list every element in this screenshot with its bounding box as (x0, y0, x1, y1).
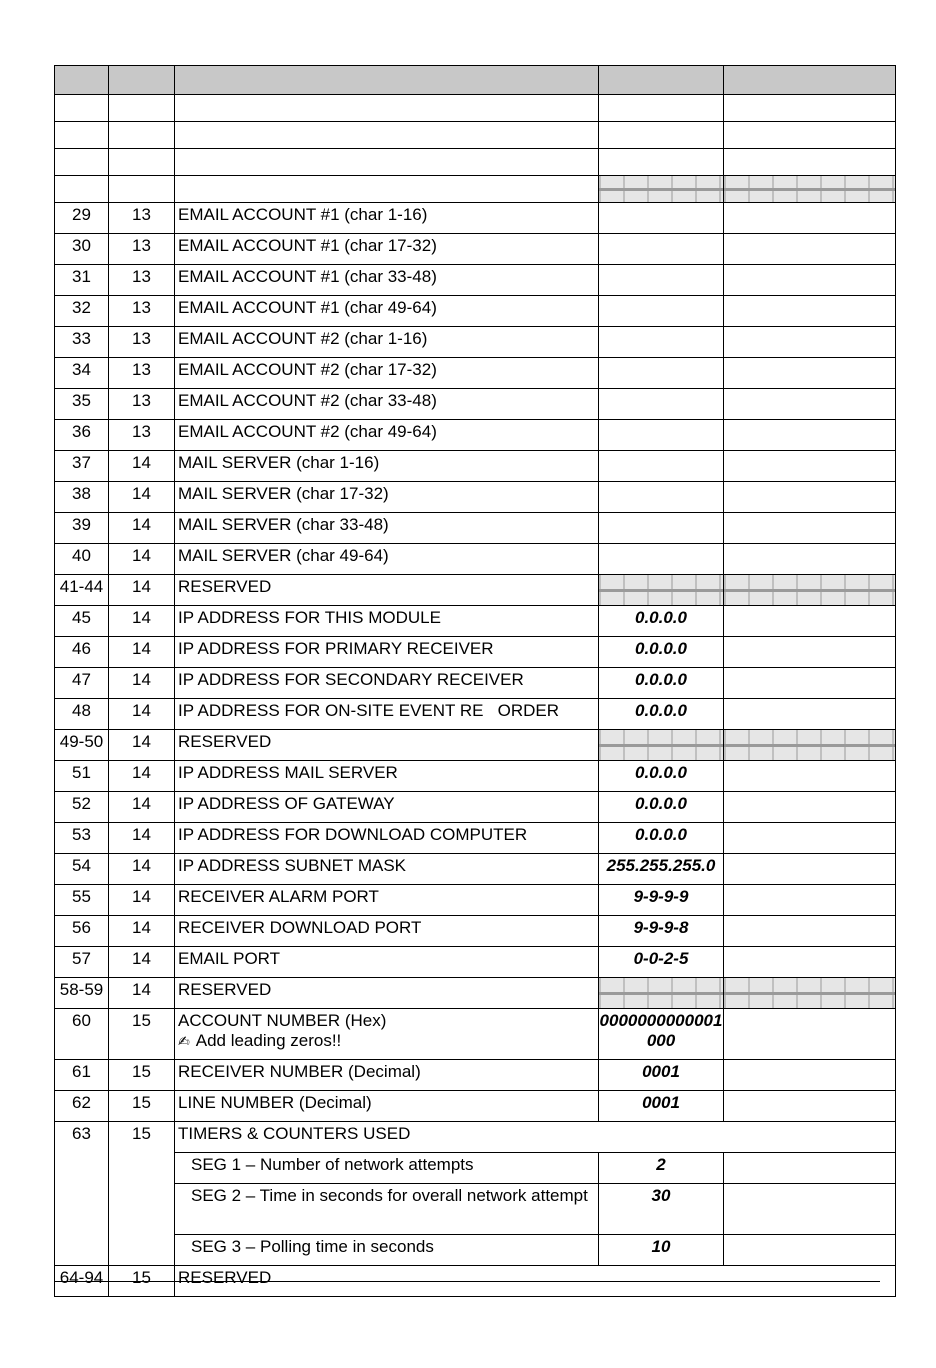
reserved-row (55, 730, 896, 761)
description-cell: IP ADDRESS FOR SECONDARY RECEIVER (175, 668, 599, 699)
section-cell: 14 (109, 513, 175, 544)
table-row (55, 544, 896, 575)
segment-default: 30 (599, 1184, 724, 1235)
entry-cell[interactable] (724, 792, 896, 823)
description-cell: EMAIL ACCOUNT #1 (char 49-64) (175, 296, 599, 327)
shaded-cell (599, 575, 724, 606)
description-cell (175, 1009, 599, 1060)
location-cell: 62 (55, 1091, 109, 1122)
entry-cell[interactable] (724, 761, 896, 792)
table-row (55, 451, 896, 482)
section-cell: 13 (109, 327, 175, 358)
entry-cell[interactable] (724, 885, 896, 916)
table-row (55, 389, 896, 420)
programming-table (54, 65, 896, 1297)
description-cell: EMAIL PORT (175, 947, 599, 978)
location-cell: 57 (55, 947, 109, 978)
location-cell: 36 (55, 420, 109, 451)
default-cell (599, 265, 724, 296)
table-row (55, 1009, 896, 1060)
section-cell: 15 (109, 1266, 175, 1297)
table-row (55, 885, 896, 916)
default-value: 0001 (599, 1060, 724, 1091)
section-cell: 13 (109, 389, 175, 420)
description-cell: MAIL SERVER (char 49-64) (175, 544, 599, 575)
location-cell: 47 (55, 668, 109, 699)
section-cell: 15 (109, 1009, 175, 1060)
location-cell: 55 (55, 885, 109, 916)
description-cell: IP ADDRESS FOR PRIMARY RECEIVER (175, 637, 599, 668)
shaded-cell (724, 176, 896, 203)
location-cell: 51 (55, 761, 109, 792)
blank-row (55, 122, 896, 149)
default-cell (599, 296, 724, 327)
description-cell: EMAIL ACCOUNT #2 (char 33-48) (175, 389, 599, 420)
segment-row (55, 1184, 896, 1235)
section-cell: 14 (109, 606, 175, 637)
shaded-cell (724, 730, 896, 761)
location-cell: 29 (55, 203, 109, 234)
note-text: Add leading zeros!! (195, 1031, 342, 1050)
entry-cell[interactable] (724, 327, 896, 358)
entry-cell[interactable] (724, 482, 896, 513)
description-cell: EMAIL ACCOUNT #2 (char 49-64) (175, 420, 599, 451)
default-value: 0001 (599, 1091, 724, 1122)
description-cell: TIMERS & COUNTERS USED (175, 1122, 896, 1153)
default-cell (599, 234, 724, 265)
entry-cell[interactable] (724, 1153, 896, 1184)
segment-description: SEG 3 – Polling time in seconds (175, 1235, 599, 1266)
table-row (55, 637, 896, 668)
table-row (55, 513, 896, 544)
table-row (55, 947, 896, 978)
table-row (55, 265, 896, 296)
section-cell: 14 (109, 792, 175, 823)
section-cell: 14 (109, 761, 175, 792)
entry-cell[interactable] (724, 1091, 896, 1122)
location-cell: 31 (55, 265, 109, 296)
shaded-cell (599, 978, 724, 1009)
entry-cell[interactable] (724, 1060, 896, 1091)
location-cell: 61 (55, 1060, 109, 1091)
default-cell (599, 451, 724, 482)
shaded-cell (724, 575, 896, 606)
location-cell: 41-44 (55, 575, 109, 606)
default-cell (599, 389, 724, 420)
default-value: 0.0.0.0 (599, 668, 724, 699)
description-cell: IP ADDRESS FOR DOWNLOAD COMPUTER (175, 823, 599, 854)
header-cell (175, 66, 599, 95)
location-cell: 56 (55, 916, 109, 947)
section-cell: 14 (109, 916, 175, 947)
description-cell: RESERVED (175, 1266, 896, 1297)
section-cell: 13 (109, 296, 175, 327)
table-row (55, 482, 896, 513)
section-cell: 14 (109, 947, 175, 978)
table-row (55, 792, 896, 823)
entry-cell[interactable] (724, 668, 896, 699)
location-cell: 35 (55, 389, 109, 420)
location-cell: 40 (55, 544, 109, 575)
section-cell: 14 (109, 637, 175, 668)
description-cell: IP ADDRESS FOR ON-SITE EVENT RE ORDER (175, 699, 599, 730)
default-value: 0-0-2-5 (599, 947, 724, 978)
table-row (55, 916, 896, 947)
table-row (55, 296, 896, 327)
entry-cell[interactable] (724, 203, 896, 234)
section-cell: 15 (109, 1060, 175, 1091)
description-cell: MAIL SERVER (char 17-32) (175, 482, 599, 513)
description-cell: IP ADDRESS OF GATEWAY (175, 792, 599, 823)
location-cell: 38 (55, 482, 109, 513)
blank-row (55, 149, 896, 176)
location-cell: 33 (55, 327, 109, 358)
footer-divider (54, 1281, 880, 1282)
entry-cell[interactable] (724, 1009, 896, 1060)
entry-cell[interactable] (724, 1184, 896, 1235)
table-row (55, 234, 896, 265)
entry-cell[interactable] (724, 513, 896, 544)
segment-row (55, 1235, 896, 1266)
description-cell: EMAIL ACCOUNT #1 (char 1-16) (175, 203, 599, 234)
section-cell: 14 (109, 544, 175, 575)
default-value: 0.0.0.0 (599, 606, 724, 637)
default-cell (599, 420, 724, 451)
location-cell: 37 (55, 451, 109, 482)
section-cell: 13 (109, 265, 175, 296)
segment-description: SEG 2 – Time in seconds for overall network attempt (175, 1184, 599, 1235)
default-value: 9-9-9-8 (599, 916, 724, 947)
reserved-row (55, 575, 896, 606)
section-cell: 15 (109, 1122, 175, 1266)
blank-row (55, 176, 896, 203)
description-cell: RECEIVER NUMBER (Decimal) (175, 1060, 599, 1091)
table-row (55, 1122, 896, 1153)
description-cell: RESERVED (175, 730, 599, 761)
default-value: 0.0.0.0 (599, 761, 724, 792)
description-cell: RESERVED (175, 978, 599, 1009)
location-cell: 64-94 (55, 1266, 109, 1297)
section-cell: 13 (109, 358, 175, 389)
section-cell: 14 (109, 885, 175, 916)
header-cell (55, 66, 109, 95)
default-value: 0.0.0.0 (599, 823, 724, 854)
section-cell: 14 (109, 451, 175, 482)
reserved-row (55, 978, 896, 1009)
default-value: 0.0.0.0 (599, 637, 724, 668)
section-cell: 14 (109, 482, 175, 513)
default-cell (599, 358, 724, 389)
default-cell (599, 482, 724, 513)
default-value: 0.0.0.0 (599, 792, 724, 823)
section-cell: 13 (109, 420, 175, 451)
section-cell: 14 (109, 575, 175, 606)
entry-cell[interactable] (724, 1235, 896, 1266)
table-row (55, 699, 896, 730)
entry-cell[interactable] (724, 947, 896, 978)
default-value: 0.0.0.0 (599, 699, 724, 730)
table-row (55, 668, 896, 699)
default-value: 0000000000001000 (599, 1009, 724, 1060)
description-cell: RECEIVER ALARM PORT (175, 885, 599, 916)
table-row (55, 420, 896, 451)
description-cell: RECEIVER DOWNLOAD PORT (175, 916, 599, 947)
entry-cell[interactable] (724, 823, 896, 854)
entry-cell[interactable] (724, 420, 896, 451)
table-row (55, 1091, 896, 1122)
default-value: 9-9-9-9 (599, 885, 724, 916)
note-line (178, 1031, 595, 1051)
description-cell: LINE NUMBER (Decimal) (175, 1091, 599, 1122)
location-cell: 54 (55, 854, 109, 885)
location-cell: 39 (55, 513, 109, 544)
shaded-cell (724, 978, 896, 1009)
table-row (55, 854, 896, 885)
location-cell: 34 (55, 358, 109, 389)
location-cell: 52 (55, 792, 109, 823)
header-cell (109, 66, 175, 95)
entry-cell[interactable] (724, 606, 896, 637)
description-text: ACCOUNT NUMBER (Hex) (178, 1011, 387, 1030)
entry-cell[interactable] (724, 358, 896, 389)
section-cell: 14 (109, 823, 175, 854)
location-cell: 60 (55, 1009, 109, 1060)
header-cell (599, 66, 724, 95)
table-header-row (55, 66, 896, 95)
location-cell: 48 (55, 699, 109, 730)
description-cell: EMAIL ACCOUNT #1 (char 17-32) (175, 234, 599, 265)
location-cell: 30 (55, 234, 109, 265)
location-cell: 58-59 (55, 978, 109, 1009)
entry-cell[interactable] (724, 854, 896, 885)
table-row (55, 1060, 896, 1091)
location-cell: 63 (55, 1122, 109, 1266)
segment-row (55, 1153, 896, 1184)
section-cell: 14 (109, 854, 175, 885)
default-cell (599, 203, 724, 234)
entry-cell[interactable] (724, 916, 896, 947)
description-cell: EMAIL ACCOUNT #1 (char 33-48) (175, 265, 599, 296)
location-cell: 46 (55, 637, 109, 668)
blank-row (55, 95, 896, 122)
table-row (55, 358, 896, 389)
entry-cell[interactable] (724, 699, 896, 730)
default-cell (599, 327, 724, 358)
section-cell: 13 (109, 234, 175, 265)
entry-cell[interactable] (724, 234, 896, 265)
shaded-cell (599, 730, 724, 761)
entry-cell[interactable] (724, 637, 896, 668)
entry-cell[interactable] (724, 544, 896, 575)
default-cell (599, 544, 724, 575)
location-cell: 32 (55, 296, 109, 327)
default-value: 255.255.255.0 (599, 854, 724, 885)
description-cell: RESERVED (175, 575, 599, 606)
shaded-cell (599, 176, 724, 203)
table-row (55, 823, 896, 854)
header-cell (724, 66, 896, 95)
table-row (55, 606, 896, 637)
segment-description: SEG 1 – Number of network attempts (175, 1153, 599, 1184)
description-cell: IP ADDRESS MAIL SERVER (175, 761, 599, 792)
description-cell: EMAIL ACCOUNT #2 (char 17-32) (175, 358, 599, 389)
location-cell: 53 (55, 823, 109, 854)
table-row (55, 761, 896, 792)
entry-cell[interactable] (724, 389, 896, 420)
location-cell: 49-50 (55, 730, 109, 761)
description-cell: IP ADDRESS FOR THIS MODULE (175, 606, 599, 637)
section-cell: 13 (109, 203, 175, 234)
section-cell: 14 (109, 668, 175, 699)
entry-cell[interactable] (724, 265, 896, 296)
default-cell (599, 513, 724, 544)
description-cell: MAIL SERVER (char 33-48) (175, 513, 599, 544)
section-cell: 14 (109, 730, 175, 761)
location-cell: 45 (55, 606, 109, 637)
section-cell: 14 (109, 699, 175, 730)
segment-default: 10 (599, 1235, 724, 1266)
table-row (55, 203, 896, 234)
table-row (55, 327, 896, 358)
section-cell: 14 (109, 978, 175, 1009)
description-cell: IP ADDRESS SUBNET MASK (175, 854, 599, 885)
entry-cell[interactable] (724, 296, 896, 327)
section-cell: 15 (109, 1091, 175, 1122)
pencil-icon: ✍ (178, 1033, 190, 1049)
description-cell: MAIL SERVER (char 1-16) (175, 451, 599, 482)
description-cell: EMAIL ACCOUNT #2 (char 1-16) (175, 327, 599, 358)
segment-default: 2 (599, 1153, 724, 1184)
entry-cell[interactable] (724, 451, 896, 482)
